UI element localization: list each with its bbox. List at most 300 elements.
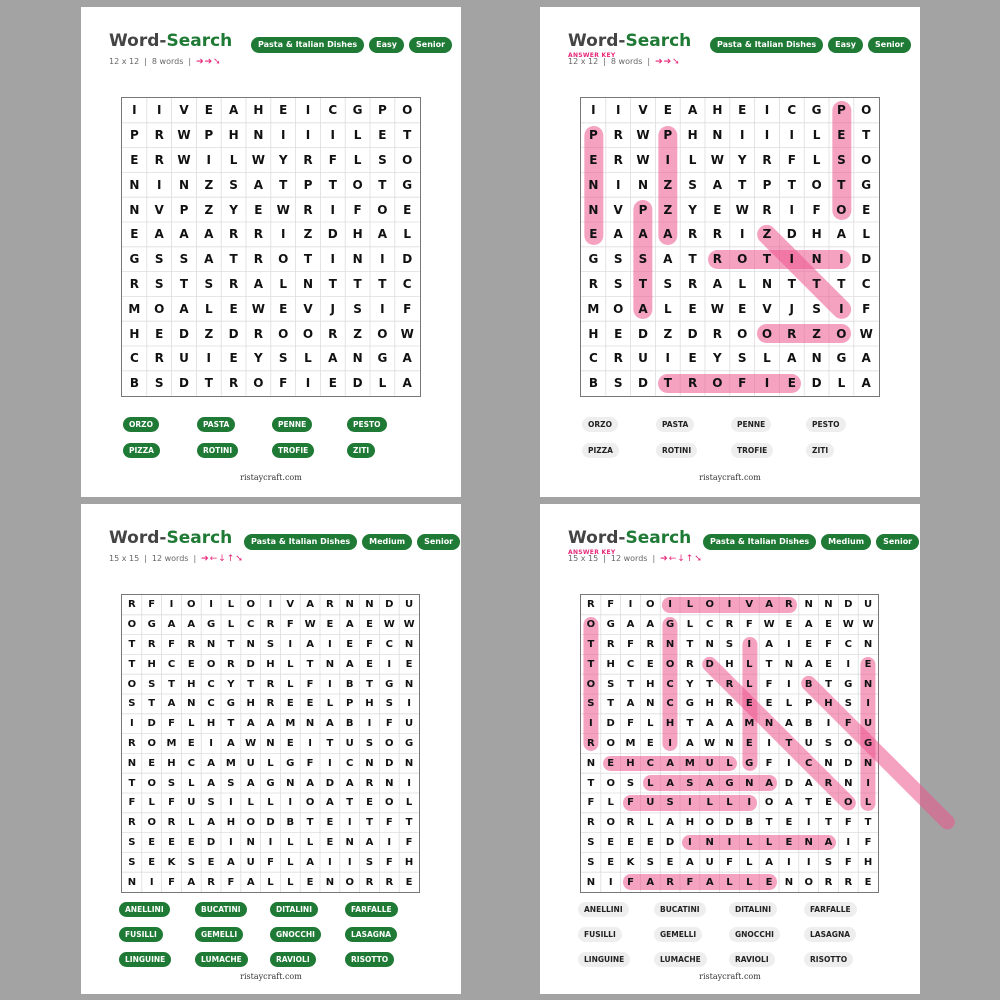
grid-cell: A: [663, 252, 673, 267]
grid-cell: L: [287, 856, 294, 868]
grid-cell: N: [129, 202, 140, 217]
grid-cell: A: [326, 718, 334, 730]
grid-cell: I: [387, 836, 392, 848]
grid-cell: D: [246, 658, 255, 670]
grid-cell: F: [745, 619, 753, 631]
grid-cell: C: [167, 658, 176, 670]
word-chip-ditalini: DITALINI: [270, 902, 318, 917]
grid-cell: I: [367, 718, 372, 730]
badge-1: Easy: [828, 37, 863, 53]
grid-cell: I: [806, 817, 811, 829]
grid-cell: R: [253, 227, 264, 242]
grid-cell: H: [626, 757, 635, 769]
grid-cell: F: [403, 301, 412, 316]
grid-cell: L: [738, 276, 747, 291]
grid-cell: A: [804, 658, 813, 670]
grid-cell: I: [305, 103, 311, 118]
grid-cell: R: [266, 698, 275, 710]
grid-cell: I: [132, 103, 137, 118]
badge-1: Medium: [362, 534, 412, 550]
grid-cell: O: [278, 252, 289, 267]
grid-cell: T: [204, 376, 213, 391]
grid-cell: I: [665, 152, 671, 167]
grid-cell: A: [705, 718, 714, 730]
grid-cell: Z: [204, 177, 214, 192]
grid-cell: O: [402, 152, 413, 167]
grid-cell: F: [812, 202, 821, 217]
grid-cell: N: [385, 777, 394, 789]
grid-cell: E: [366, 797, 373, 809]
grid-cell: I: [839, 252, 844, 267]
grid-cell: C: [187, 757, 195, 769]
grid-cell: E: [646, 658, 654, 670]
grid-cell: T: [638, 276, 648, 291]
grid-cell: H: [606, 658, 615, 670]
grid-cell: F: [405, 836, 413, 848]
grid-cell: D: [665, 836, 675, 848]
grid-cell: T: [328, 177, 337, 192]
grid-cell: W: [383, 619, 395, 631]
grid-cell: D: [725, 817, 734, 829]
grid-cell: G: [129, 252, 140, 267]
grid-cell: L: [188, 777, 195, 789]
grid-cell: R: [687, 376, 698, 391]
direction-arrows-icon: ➔←↓↑➘: [660, 554, 703, 564]
grid-cell: N: [325, 876, 335, 888]
grid-cell: L: [227, 599, 235, 611]
grid-cell: C: [706, 619, 714, 631]
grid-cell: C: [626, 658, 635, 670]
grid-cell: S: [613, 376, 623, 391]
grid-cell: O: [246, 817, 255, 829]
grid-cell: E: [279, 103, 288, 118]
grid-cell: I: [727, 599, 732, 611]
grid-cell: I: [866, 777, 870, 789]
grid-cell: A: [705, 876, 714, 888]
word-chip-pizza: PIZZA: [582, 443, 619, 458]
grid-cell: N: [302, 276, 314, 291]
grid-cell: R: [588, 276, 599, 291]
word-chip-ravioli: RAVIOLI: [729, 952, 775, 967]
grid-cell: L: [306, 836, 314, 848]
grid-cell: F: [353, 202, 362, 217]
grid-cell: D: [228, 326, 239, 341]
grid-cell: H: [863, 856, 873, 868]
grid-cell: Z: [762, 227, 772, 242]
grid-cell: T: [179, 276, 189, 291]
grid-cell: O: [402, 103, 413, 118]
grid-cell: A: [402, 376, 412, 391]
grid-cell: H: [588, 326, 599, 341]
grid-cell: S: [154, 252, 164, 267]
word-count: 8 words: [151, 57, 184, 66]
grid-cell: A: [345, 777, 354, 789]
category-badges: [251, 37, 452, 53]
word-chip-pesto: PESTO: [347, 417, 387, 432]
grid-cell: T: [765, 817, 773, 829]
grid-cell: N: [705, 836, 714, 848]
grid-cell: C: [247, 619, 255, 631]
grid-cell: T: [306, 658, 314, 670]
grid-cell: W: [400, 326, 414, 341]
grid-cell: V: [613, 202, 623, 217]
grid-cell: N: [725, 737, 734, 749]
grid-cell: T: [812, 276, 821, 291]
grid-cell: I: [615, 177, 621, 192]
grid-cell: I: [866, 698, 870, 710]
grid-cell: K: [167, 856, 176, 868]
grid-cell: O: [305, 797, 315, 809]
grid-cell: F: [385, 856, 393, 868]
word-chip-lumache: LUMACHE: [195, 952, 248, 967]
grid-cell: A: [663, 227, 673, 242]
meta-separator: |: [647, 57, 651, 66]
grid-cell: E: [785, 619, 793, 631]
grid-cell: I: [789, 252, 795, 267]
word-count: 8 words: [610, 57, 643, 66]
grid-cell: S: [666, 797, 674, 809]
grid-cell: A: [246, 718, 255, 730]
grid-cell: E: [738, 301, 747, 316]
word-chip-ravioli: RAVIOLI: [270, 952, 316, 967]
grid-cell: E: [805, 638, 813, 650]
letter-grid: [121, 97, 421, 397]
grid-cell: T: [326, 737, 334, 749]
grid-cell: L: [227, 619, 235, 631]
grid-cell: S: [587, 836, 595, 848]
grid-cell: R: [824, 876, 833, 888]
grid-cell: C: [385, 638, 393, 650]
grid-cell: R: [725, 619, 734, 631]
grid-cell: E: [785, 836, 793, 848]
grid-cell: L: [726, 876, 733, 888]
grid-cell: T: [366, 678, 373, 690]
grid-cell: H: [685, 817, 695, 829]
grid-cell: G: [588, 252, 599, 267]
grid-cell: I: [668, 599, 672, 611]
grid-cell: R: [712, 326, 723, 341]
grid-cell: U: [345, 737, 354, 749]
grid-cell: P: [179, 202, 189, 217]
worksheet-medium-answer-key: [540, 504, 920, 994]
grid-cell: N: [586, 757, 596, 769]
grid-cell: I: [407, 777, 411, 789]
grid-cell: O: [278, 326, 289, 341]
grid-cell: A: [328, 351, 338, 366]
grid-cell: B: [745, 817, 754, 829]
grid-cell: S: [607, 678, 615, 690]
grid-cell: A: [765, 856, 773, 868]
grid-cell: A: [836, 227, 847, 242]
grid-cell: I: [846, 836, 851, 848]
grid-cell: R: [613, 351, 623, 366]
grid-cell: I: [787, 678, 791, 690]
meta-separator: |: [188, 57, 192, 66]
grid-cell: E: [326, 817, 334, 829]
grid-cell: A: [207, 777, 215, 789]
grid-cell: U: [705, 856, 714, 868]
grid-cell: L: [279, 276, 288, 291]
grid-cell: L: [812, 128, 821, 143]
grid-cell: O: [665, 658, 675, 670]
grid-cell: N: [804, 836, 813, 848]
grid-cell: L: [726, 757, 733, 769]
word-chip-pasta: PASTA: [656, 417, 694, 432]
grid-cell: O: [147, 777, 156, 789]
grid-cell: I: [209, 737, 213, 749]
grid-cell: A: [666, 817, 674, 829]
grid-cell: S: [385, 698, 393, 710]
grid-cell: S: [365, 737, 374, 749]
word-chip-trofie: TROFIE: [272, 443, 314, 458]
grid-cell: G: [266, 777, 275, 789]
word-chip-fusilli: FUSILLI: [578, 927, 622, 942]
grid-cell: T: [607, 698, 615, 710]
word-chip-gemelli: GEMELLI: [195, 927, 243, 942]
grid-cell: R: [228, 276, 239, 291]
word-chip-trofie: TROFIE: [731, 443, 773, 458]
grid-cell: L: [247, 797, 254, 809]
grid-cell: O: [712, 376, 723, 391]
grid-cell: O: [586, 619, 596, 631]
grid-cell: L: [287, 678, 294, 690]
grid-cell: E: [148, 856, 156, 868]
grid-cell: L: [726, 797, 733, 809]
grid-cell: A: [227, 856, 235, 868]
grid-cell: N: [365, 599, 374, 611]
grid-cell: A: [365, 836, 374, 848]
grid-cell: S: [626, 777, 635, 789]
grid-cell: S: [812, 301, 821, 316]
letter-grid: [580, 594, 879, 893]
grid-cell: E: [229, 351, 238, 366]
grid-cell: D: [861, 252, 872, 267]
grid-cell: H: [226, 817, 236, 829]
grid-cell: F: [738, 376, 747, 391]
grid-cell: R: [147, 638, 156, 650]
grid-cell: I: [380, 252, 385, 267]
grid-cell: L: [287, 836, 294, 848]
grid-cell: S: [154, 376, 164, 391]
grid-cell: F: [844, 718, 852, 730]
grid-cell: L: [686, 599, 694, 611]
grid-cell: D: [606, 718, 615, 730]
grid-cell: E: [607, 836, 615, 848]
grid-cell: A: [167, 698, 176, 710]
grid-cell: S: [613, 276, 623, 291]
grid-cell: C: [666, 698, 674, 710]
grid-cell: E: [155, 326, 164, 341]
grid-cell: N: [178, 177, 190, 192]
grid-cell: R: [687, 276, 698, 291]
grid-cell: T: [128, 777, 136, 789]
grid-cell: O: [811, 177, 822, 192]
grid-cell: R: [613, 152, 623, 167]
grid-cell: N: [127, 876, 137, 888]
word-count: 12 words: [151, 554, 189, 563]
grid-cell: R: [646, 638, 655, 650]
grid-cell: T: [587, 777, 595, 789]
grid-cell: D: [784, 777, 794, 789]
grid-cell: D: [325, 777, 335, 789]
grid-cell: A: [638, 227, 648, 242]
grid-cell: D: [844, 757, 853, 769]
badge-0: Pasta & Italian Dishes: [251, 37, 364, 53]
grid-cell: G: [685, 698, 694, 710]
grid-cell: E: [614, 326, 623, 341]
grid-cell: S: [824, 856, 833, 868]
grid-cell: O: [737, 326, 748, 341]
grid-size: 12 x 12: [109, 57, 140, 66]
grid-cell: F: [267, 856, 274, 868]
grid-cell: V: [762, 301, 772, 316]
answer-key-label: ANSWER KEY: [568, 549, 616, 556]
grid-cell: E: [279, 301, 288, 316]
grid-cell: D: [811, 376, 822, 391]
grid-cell: L: [785, 698, 793, 710]
grid-cell: W: [177, 152, 191, 167]
grid-cell: Y: [229, 202, 238, 217]
grid-cell: A: [306, 777, 314, 789]
grid-cell: W: [245, 737, 257, 749]
grid-cell: T: [247, 678, 255, 690]
grid-cell: Z: [663, 177, 673, 192]
grid-cell: O: [861, 103, 872, 118]
grid-cell: N: [761, 276, 773, 291]
grid-cell: N: [352, 252, 363, 267]
grid-cell: E: [837, 128, 846, 143]
grid-cell: S: [266, 638, 275, 650]
grid-cell: I: [156, 177, 162, 192]
grid-cell: Z: [303, 227, 313, 242]
grid-cell: A: [765, 638, 773, 650]
grid-cell: E: [204, 103, 213, 118]
grid-cell: A: [402, 351, 412, 366]
footer-site: ristaycraft.com: [240, 473, 302, 482]
grid-cell: A: [207, 757, 215, 769]
grid-cell: S: [187, 856, 195, 868]
grid-cell: R: [128, 737, 136, 749]
grid-cell: E: [286, 698, 294, 710]
grid-cell: C: [402, 276, 412, 291]
grid-cell: R: [266, 678, 275, 690]
grid-cell: O: [147, 737, 156, 749]
grid-cell: V: [154, 202, 164, 217]
grid-cell: R: [303, 202, 313, 217]
grid-cell: N: [705, 638, 714, 650]
title-dash: -: [618, 31, 626, 51]
grid-cell: T: [328, 276, 337, 291]
worksheet-easy-puzzle: [81, 7, 461, 497]
grid-cell: G: [863, 737, 873, 749]
grid-cell: I: [608, 876, 613, 888]
grid-cell: W: [304, 619, 316, 631]
grid-cell: F: [128, 797, 136, 809]
grid-cell: A: [626, 619, 635, 631]
grid-cell: V: [303, 301, 313, 316]
word-chip-bucatini: BUCATINI: [195, 902, 247, 917]
grid-cell: Y: [686, 678, 694, 690]
grid-cell: P: [346, 698, 354, 710]
grid-cell: L: [607, 797, 614, 809]
grid-cell: I: [846, 658, 851, 670]
grid-cell: P: [837, 103, 846, 118]
grid-cell: E: [745, 737, 753, 749]
grid-cell: R: [253, 326, 264, 341]
grid-cell: W: [403, 619, 415, 631]
grid-cell: E: [627, 836, 634, 848]
grid-cell: K: [626, 856, 635, 868]
grid-meta: [109, 57, 222, 67]
grid-cell: H: [687, 128, 698, 143]
grid-cell: F: [627, 797, 634, 809]
grid-cell: I: [149, 876, 154, 888]
grid-cell: G: [836, 351, 847, 366]
grid-cell: C: [805, 757, 813, 769]
grid-cell: F: [168, 718, 175, 730]
grid-cell: E: [646, 737, 654, 749]
grid-cell: E: [738, 103, 747, 118]
grid-cell: L: [353, 128, 362, 143]
grid-cell: W: [710, 152, 725, 167]
grid-cell: I: [739, 227, 745, 242]
meta-separator: |: [603, 554, 606, 563]
grid-cell: Y: [713, 351, 722, 366]
grid-cell: L: [403, 227, 412, 242]
grid-cell: S: [824, 737, 833, 749]
grid-cell: Z: [353, 326, 362, 341]
grid-cell: M: [128, 301, 141, 316]
grid-cell: L: [204, 301, 213, 316]
grid-cell: T: [837, 177, 846, 192]
grid-cell: O: [586, 678, 596, 690]
grid-cell: L: [405, 797, 413, 809]
grid-cell: H: [811, 227, 822, 242]
grid-cell: S: [278, 351, 288, 366]
grid-cell: A: [765, 599, 773, 611]
meta-separator: |: [193, 554, 197, 563]
grid-cell: I: [787, 638, 791, 650]
grid-cell: C: [646, 757, 654, 769]
grid-cell: N: [129, 177, 140, 192]
grid-cell: T: [378, 177, 387, 192]
grid-cell: H: [725, 658, 734, 670]
grid-cell: F: [844, 856, 852, 868]
grid-cell: E: [187, 836, 195, 848]
worksheet-title: [568, 528, 691, 548]
word-chip-risotto: RISOTTO: [804, 952, 853, 967]
grid-cell: W: [704, 737, 716, 749]
grid-cell: O: [737, 252, 748, 267]
grid-cell: E: [713, 202, 722, 217]
grid-cell: Y: [254, 351, 263, 366]
grid-cell: S: [154, 276, 164, 291]
grid-cell: F: [844, 817, 852, 829]
grid-cell: I: [280, 128, 286, 143]
grid-cell: I: [747, 638, 752, 650]
grid-cell: A: [725, 718, 734, 730]
grid-cell: L: [746, 658, 753, 670]
grid-cell: N: [824, 599, 833, 611]
grid-cell: S: [353, 301, 362, 316]
title-word: Word: [568, 528, 619, 548]
grid-cell: C: [588, 351, 598, 366]
grid-cell: A: [687, 103, 698, 118]
grid-cell: T: [837, 276, 846, 291]
grid-cell: S: [646, 856, 654, 868]
grid-cell: O: [154, 301, 165, 316]
grid-cell: T: [686, 718, 694, 730]
